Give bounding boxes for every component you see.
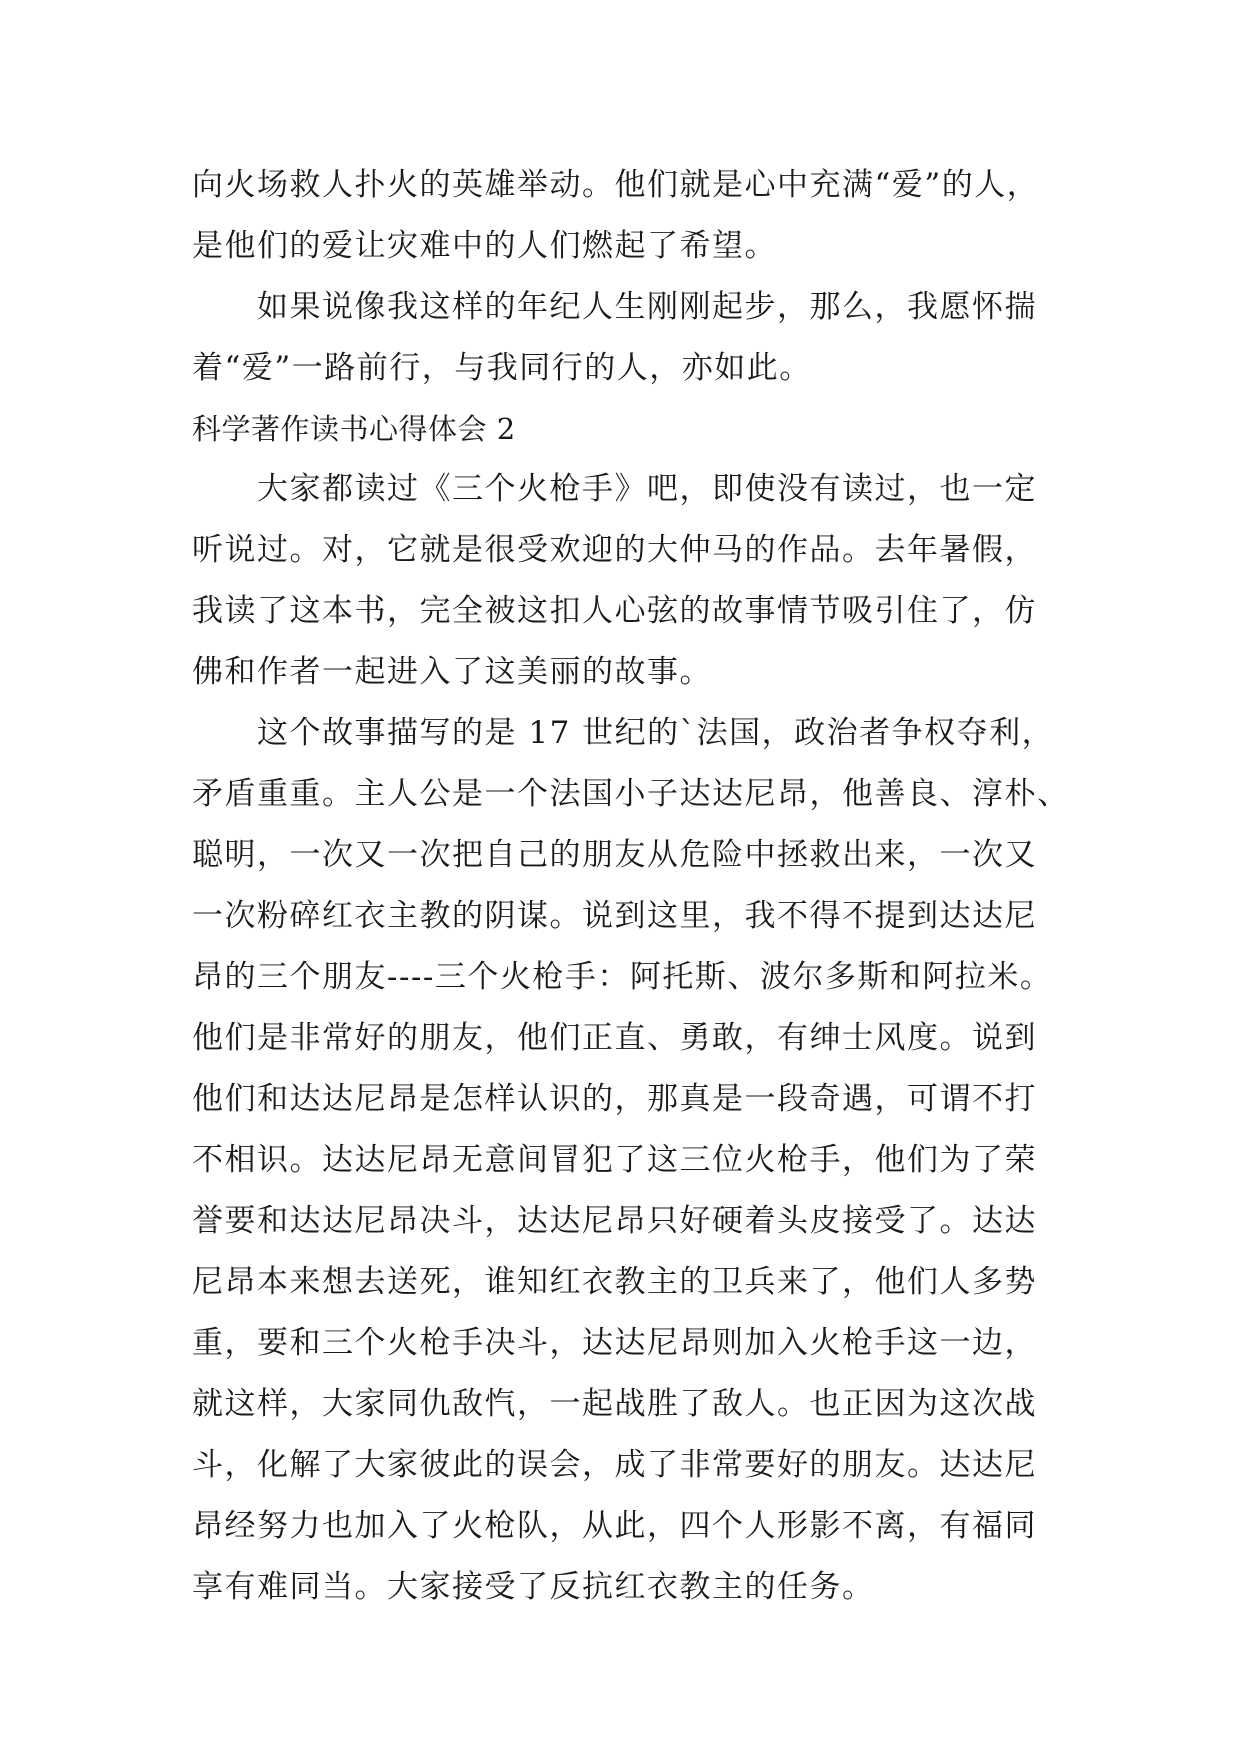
text-line: 重，要和三个火枪手决斗，达达尼昂则加入火枪手这一边， <box>192 1325 1037 1361</box>
paragraph <box>192 277 1057 399</box>
text-line: 聪明，一次又一次把自己的朋友从危险中拯救出来，一次又 <box>192 837 1037 873</box>
text-line: 我读了这本书，完全被这扣人心弦的故事情节吸引住了，仿 <box>192 593 1037 629</box>
paragraph <box>192 459 1057 703</box>
text-line: 矛盾重重。主人公是一个法国小子达达尼昂，他善良、淳朴、 <box>192 776 1070 812</box>
text-line: 他们是非常好的朋友，他们正直、勇敢，有绅士风度。说到 <box>192 1020 1037 1056</box>
text-line: 这个故事描写的是 17 世纪的`法国，政治者争权夺利， <box>192 715 1055 751</box>
text-line: 他们和达达尼昂是怎样认识的，那真是一段奇遇，可谓不打 <box>192 1081 1037 1117</box>
text-line: 听说过。对，它就是很受欢迎的大仲马的作品。去年暑假， <box>192 532 1037 568</box>
document-body <box>192 155 1070 1618</box>
text-line: 尼昂本来想去送死，谁知红衣教主的卫兵来了，他们人多势 <box>192 1264 1037 1300</box>
text-line: 如果说像我这样的年纪人生刚刚起步，那么，我愿怀揣 <box>192 289 1037 325</box>
text-line: 向火场救人扑火的英雄举动。他们就是心中充满“爱”的人， <box>192 167 1040 203</box>
text-line: 佛和作者一起进入了这美丽的故事。 <box>192 654 712 690</box>
text-line: 誉要和达达尼昂决斗，达达尼昂只好硬着头皮接受了。达达 <box>192 1203 1037 1239</box>
text-line: 就这样，大家同仇敌忾，一起战胜了敌人。也正因为这次战 <box>192 1386 1037 1422</box>
text-line: 着“爱”一路前行，与我同行的人，亦如此。 <box>192 350 812 386</box>
paragraph <box>192 155 1057 277</box>
text-line: 一次粉碎红衣主教的阴谋。说到这里，我不得不提到达达尼 <box>192 898 1037 934</box>
text-line: 大家都读过《三个火枪手》吧，即使没有读过，也一定 <box>192 471 1037 507</box>
text-line: 是他们的爱让灾难中的人们燃起了希望。 <box>192 228 777 264</box>
text-line: 不相识。达达尼昂无意间冒犯了这三位火枪手，他们为了荣 <box>192 1142 1037 1178</box>
text-line: 享有难同当。大家接受了反抗红衣教主的任务。 <box>192 1569 875 1605</box>
paragraph <box>192 703 1070 1618</box>
section-title: 科学著作读书心得体会 2 <box>192 412 516 446</box>
text-line: 昂的三个朋友----三个火枪手：阿托斯、波尔多斯和阿拉米。 <box>192 959 1053 995</box>
text-line: 斗，化解了大家彼此的误会，成了非常要好的朋友。达达尼 <box>192 1447 1037 1483</box>
text-line: 昂经努力也加入了火枪队，从此，四个人形影不离，有福同 <box>192 1508 1037 1544</box>
